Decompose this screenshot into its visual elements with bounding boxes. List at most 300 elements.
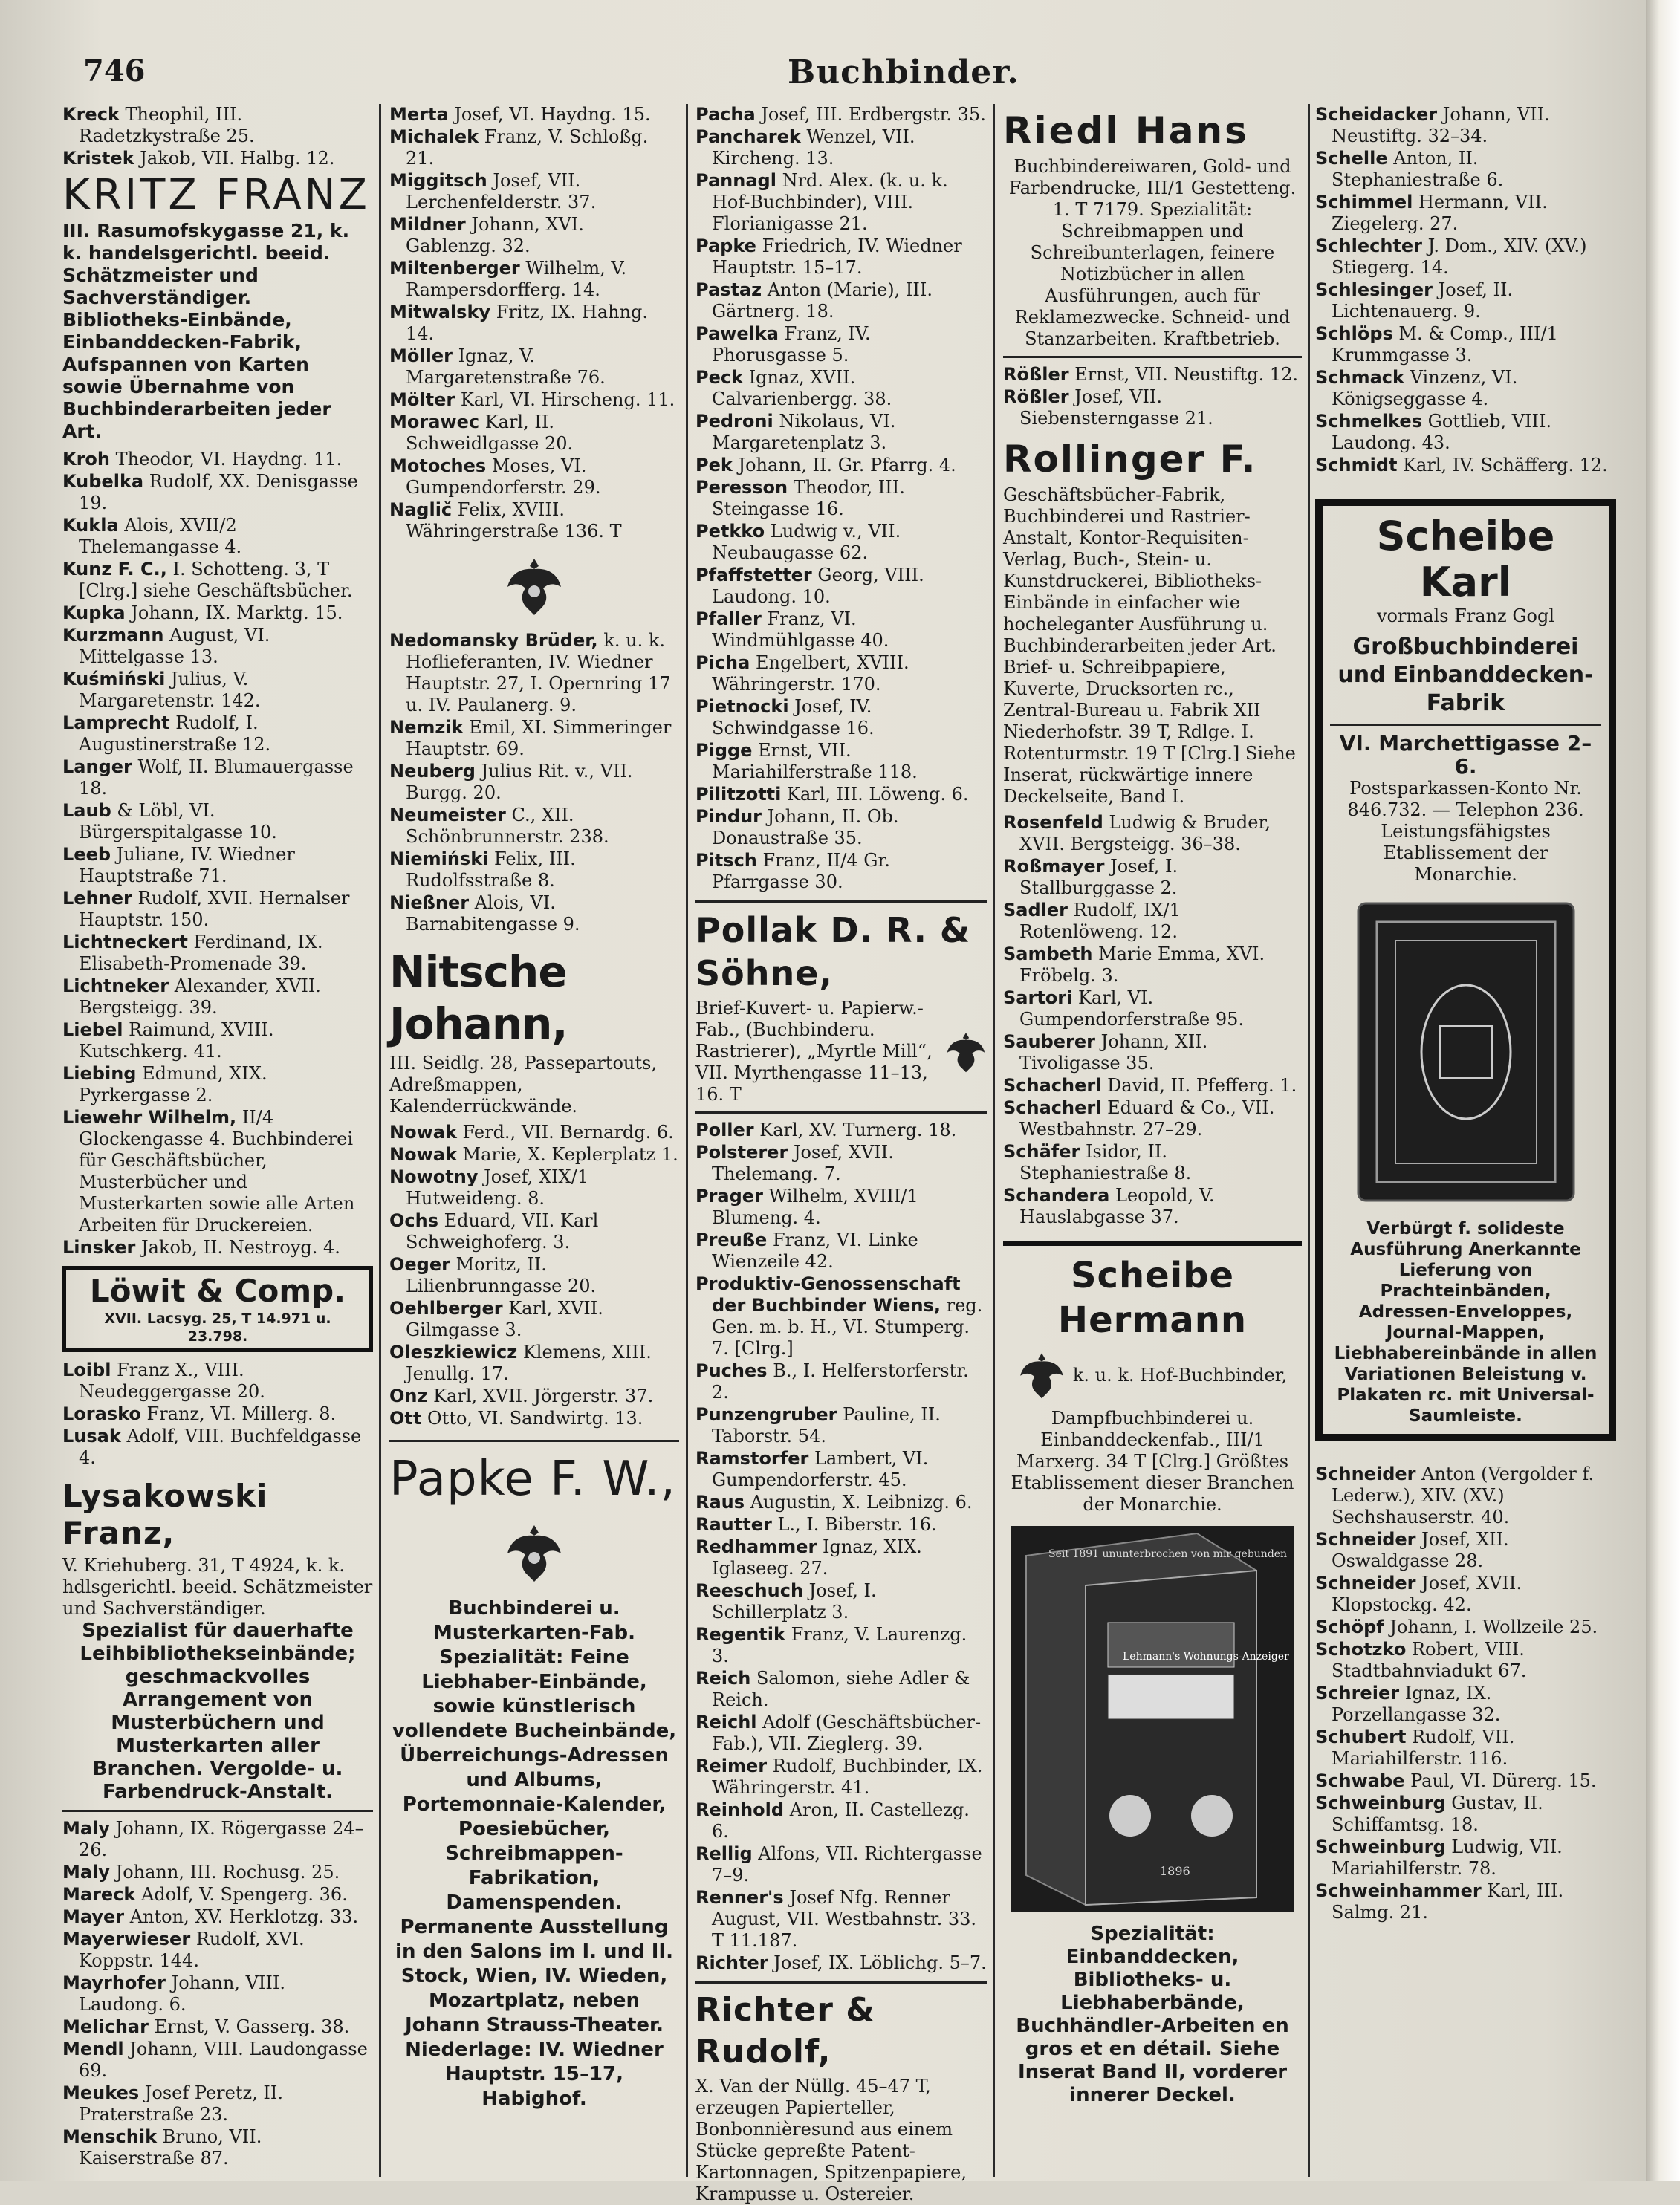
entry-address: Josef, XII. Oswaldgasse 28. (1332, 1529, 1509, 1571)
entry-address: Friedrich, IV. Wiedner Hauptstr. 15–17. (712, 236, 962, 278)
entry-address: B., I. Helferstorferstr. 2. (712, 1360, 969, 1403)
entry-list (62, 1360, 373, 1469)
directory-entry (62, 1019, 373, 1062)
directory-entry (389, 630, 679, 716)
pollak-heading: Pollak D. R. & Söhne, (695, 910, 971, 993)
directory-entry (62, 712, 373, 756)
lysakowski-heading: Lysakowski Franz, (62, 1478, 268, 1551)
entry-name: Kubelka (62, 471, 144, 492)
directory-entry (389, 1254, 679, 1297)
directory-entry (1315, 1573, 1616, 1616)
entry-address: Josef, VII. Siebensterngasse 21. (1019, 386, 1213, 429)
directory-entry (62, 669, 373, 712)
entry-address: Franz, V. Schloßg. 21. (406, 126, 649, 169)
entry-name: Peck (695, 367, 744, 388)
entry-address: Josef, XIX/1 Hutweideng. 8. (406, 1166, 588, 1209)
entry-address: Leopold, V. Hauslabgasse 37. (1019, 1185, 1215, 1227)
directory-entry (389, 1144, 679, 1166)
double-eagle-icon (1018, 1348, 1066, 1402)
entry-name: Pilitzotti (695, 784, 782, 805)
entry-address: Johann, VIII. Laudongasse 69. (79, 2039, 368, 2081)
entry-name: Laub (62, 800, 111, 821)
directory-entry (1003, 1141, 1302, 1184)
directory-entry (62, 1906, 373, 1928)
papke-heading: Papke F. W., (389, 1452, 676, 1507)
directory-entry (695, 1756, 987, 1799)
directory-entry (695, 784, 987, 805)
entry-name: Kuśmiński (62, 669, 166, 689)
richter-heading: Richter & Rudolf, (695, 1991, 875, 2071)
entry-name: Reimer (695, 1756, 768, 1776)
directory-entry (695, 740, 987, 783)
directory-entry (62, 1972, 373, 2016)
entry-address: Eduard & Co., VII. Westbahnstr. 27–29. (1019, 1097, 1275, 1140)
entry-address: Franz, VI. Windmühlgasse 40. (712, 608, 889, 651)
entry-name: Redhammer (695, 1536, 817, 1557)
entry-name: Schacherl (1003, 1097, 1102, 1118)
entry-address: Engelbert, XVIII. Währingerstr. 170. (712, 652, 909, 695)
directory-entry (1315, 236, 1616, 279)
entry-address: Franz, VI. Millerg. 8. (146, 1403, 337, 1424)
directory-entry (389, 412, 679, 455)
entry-address: Theodor, VI. Haydng. 11. (115, 449, 343, 470)
entry-address: Karl, IV. Schäfferg. 12. (1403, 455, 1608, 475)
entry-address: Ferdinand, IX. Elisabeth-Promenade 39. (79, 932, 323, 974)
directory-entry (389, 104, 679, 126)
entry-name: Schwabe (1315, 1770, 1405, 1791)
loewit-address: XVII. Lacsyg. 25, T 14.971 u. 23.798. (104, 1311, 331, 1345)
entry-name: Rellig (695, 1843, 753, 1864)
entry-address: Jakob, VII. Halbg. 12. (140, 148, 335, 169)
entry-address: Josef, II. Lichtenauerg. 9. (1332, 279, 1514, 322)
directory-entry (62, 515, 373, 558)
entry-address: Josef, XVII. Thelemang. 7. (712, 1142, 894, 1184)
entry-address: Anton, II. Stephaniestraße 6. (1332, 148, 1504, 190)
entry-name: Merta (389, 104, 449, 125)
entry-address: Lambert, VI. Gumpendorferstr. 45. (712, 1448, 929, 1490)
entry-name: Raus (695, 1492, 745, 1513)
entry-list (389, 1122, 679, 1429)
entry-name: Schandera (1003, 1185, 1110, 1206)
entry-address: Hermann, VII. Ziegelerg. 27. (1332, 192, 1548, 234)
entry-address: Josef Nfg. Renner August, VII. Westbahnstr. 33. T 11.187. (712, 1887, 977, 1951)
directory-entry (695, 279, 987, 322)
entry-address: Karl, II. Schweidlgasse 20. (406, 412, 574, 454)
entry-address: Johann, XVI. Gablenzg. 32. (406, 214, 584, 256)
directory-entry (1315, 1639, 1616, 1682)
directory-entry (62, 1884, 373, 1906)
entry-name: Miggitsch (389, 170, 487, 191)
entry-address: Salomon, siehe Adler & Reich. (712, 1668, 970, 1710)
directory-entry (62, 1426, 373, 1469)
entry-address: Eduard, VII. Karl Schweighoferg. 3. (406, 1210, 599, 1253)
entry-name: Schacherl (1003, 1075, 1102, 1096)
entry-address: Rudolf, XVII. Hernalser Hauptstr. 150. (79, 888, 350, 930)
entry-address: Ludwig, VII. Mariahilferstr. 78. (1332, 1837, 1563, 1879)
directory-entry (389, 1122, 679, 1143)
entry-name: Kurzmann (62, 625, 164, 646)
column-1 (62, 104, 373, 2177)
entry-name: Liebing (62, 1063, 137, 1084)
book-illustration-icon (1011, 1526, 1294, 1912)
entry-address: Wenzel, VII. Kircheng. 13. (712, 126, 915, 169)
column-4 (1003, 104, 1302, 2177)
directory-entry (695, 565, 987, 608)
entry-name: Pitsch (695, 850, 757, 871)
entry-name: Rautter (695, 1514, 772, 1535)
entry-address: Gustav, II. Schiffamtsg. 18. (1332, 1793, 1543, 1835)
entry-address: Adolf, V. Spengerg. 36. (141, 1884, 348, 1905)
entry-name: Morawec (389, 412, 480, 432)
column-2 (389, 104, 679, 2177)
entry-address: Ernst, VII. Neustiftg. 12. (1074, 364, 1299, 385)
entry-address: Bruno, VII. Kaiserstraße 87. (79, 2126, 262, 2169)
entry-name: Schimmel (1315, 192, 1413, 212)
directory-entry (695, 323, 987, 366)
entry-name: Neumeister (389, 805, 506, 825)
scheibe-karl-footer: Verbürgt f. solideste Ausführung Anerkannte Lieferung von Prachteinbänden, Adressen-Enveloppes, Journal-Mappen, Liebhabereinbände in allen Variationen Beleistung v. Plakaten rc. mit Universal-Saumleiste. (1334, 1219, 1598, 1426)
scheibe-karl-ad (1315, 499, 1616, 1441)
entry-address: II/4 Glockengasse 4. Buchbinderei für Geschäftsbücher, Musterbücher und Musterkarten sowie alle Arten Arbeiten für Druckereien. (79, 1107, 355, 1235)
entry-address: Karl, XVII. Jörgerstr. 37. (433, 1386, 654, 1406)
directory-entry (1315, 104, 1616, 147)
directory-entry (695, 1712, 987, 1755)
entry-name: Oeger (389, 1254, 450, 1275)
entry-name: Oehlberger (389, 1298, 503, 1319)
entry-name: Pancharek (695, 126, 801, 147)
scheibe-hermann-subtitle: k. u. k. Hof-Buchbinder, (1072, 1364, 1288, 1386)
entry-address: Augustin, X. Leibnizg. 6. (750, 1492, 973, 1513)
directory-entry (695, 104, 987, 126)
directory-entry (389, 848, 679, 892)
directory-entry (62, 756, 373, 799)
entry-list (62, 449, 373, 1259)
directory-entry (62, 1929, 373, 1972)
column-5 (1315, 104, 1616, 2177)
entry-name: Schreier (1315, 1683, 1400, 1704)
entry-name: Schneider (1315, 1573, 1416, 1594)
entry-address: Johann, III. Rochusg. 25. (115, 1862, 340, 1883)
directory-entry (1003, 856, 1302, 899)
entry-name: Pedroni (695, 411, 773, 432)
entry-name: Pietnocki (695, 696, 789, 717)
entry-address: Adolf (Geschäftsbücher-Fab.), VII. Zieglerg. 39. (712, 1712, 982, 1754)
scheibe-hermann-specialty: Spezialität: Einbanddecken, Bibliotheks- u. Liebhaberbände, Buchhändler-Arbeiten en gros et en détail. Siehe Inserat Band II, vorderer innerer Deckel. (1016, 1923, 1289, 2106)
entry-address: August, VI. Mittelgasse 13. (79, 625, 270, 667)
entry-address: Robert, VIII. Stadtbahnviadukt 67. (1332, 1639, 1527, 1681)
entry-address: Rudolf, VII. Mariahilferstr. 116. (1332, 1727, 1515, 1769)
entry-address: Josef, IV. Schwindgasse 16. (712, 696, 875, 738)
entry-name: Prager (695, 1186, 763, 1207)
pollak-body: Brief-Kuvert- u. Papierw.-Fab., (Buchbinderu. Rastrierer), „Myrtle Mill“, VII. Myrthengasse 11–13, 16. T (695, 998, 933, 1105)
entry-name: Schöpf (1315, 1617, 1384, 1637)
directory-entry (62, 2082, 373, 2126)
entry-address: M. & Comp., III/1 Krummgasse 3. (1332, 323, 1558, 366)
entry-name: Sadler (1003, 900, 1068, 920)
entry-name: Pfaffstetter (695, 565, 812, 585)
directory-entry (695, 1799, 987, 1842)
entry-address: Alexander, XVII. Bergsteigg. 39. (79, 975, 321, 1018)
directory-entry (1003, 987, 1302, 1030)
entry-address: Rudolf, XVI. Koppstr. 144. (79, 1929, 305, 1971)
riedl-heading: Riedl Hans (1003, 109, 1249, 152)
entry-address: k. u. k. Hoflieferanten, IV. Wiedner Hauptstr. 27, I. Opernring 17 u. IV. Paulanerg. 9. (406, 630, 671, 715)
entry-name: Kreck (62, 104, 120, 125)
entry-name: Papke (695, 236, 756, 256)
directory-entry (695, 696, 987, 739)
directory-entry (389, 214, 679, 257)
entry-address: Johann, II. Gr. Pfarrg. 4. (738, 455, 956, 475)
entry-address: Nrd. Alex. (k. u. k. Hof-Buchbinder), VIII. Florianigasse 21. (712, 170, 948, 234)
entry-list (1315, 1464, 1616, 1923)
entry-address: David, II. Pfefferg. 1. (1107, 1075, 1297, 1096)
entry-name: Schweinburg (1315, 1793, 1446, 1813)
loewit-heading: Löwit & Comp. (89, 1273, 346, 1309)
entry-name: Reich (695, 1668, 751, 1689)
entry-address: Ferd., VII. Bernardg. 6. (462, 1122, 674, 1143)
entry-name: Schotzko (1315, 1639, 1407, 1660)
entry-name: Polsterer (695, 1142, 788, 1163)
entry-address: Ignaz, XIX. Iglaseeg. 27. (712, 1536, 922, 1579)
entry-name: Lichtneckert (62, 932, 188, 952)
entry-address: Pauline, II. Taborstr. 54. (712, 1404, 941, 1446)
entry-name: Linsker (62, 1237, 136, 1258)
entry-address: & Löbl, VI. Bürgerspitalgasse 10. (79, 800, 277, 842)
column-rule (686, 104, 688, 2177)
directory-entry (695, 1668, 987, 1711)
entry-list (695, 104, 987, 893)
directory-entry (1315, 1529, 1616, 1572)
entry-address: Franz X., VIII. Neudeggergasse 20. (79, 1360, 265, 1402)
kritz-body: III. Rasumofskygasse 21, k. k. handelsgerichtl. beeid. Schätzmeister und Sachverständiger. Bibliotheks-Einbände, Einbanddecken-Fabrik, Aufspannen von Karten sowie Übernahme von Buchbinderarbeiten jeder Art. (62, 220, 350, 442)
directory-entry (1315, 1880, 1616, 1923)
directory-entry (695, 1843, 987, 1886)
directory-entry (695, 850, 987, 893)
entry-address: Johann, II. Ob. Donaustraße 35. (712, 806, 899, 848)
book-spine-text: Seit 1891 ununterbrochen von mir gebunden (1048, 1548, 1288, 1560)
entry-address: Anton, XV. Herklotzg. 33. (129, 1906, 359, 1927)
entry-list (389, 630, 679, 935)
entry-name: Liewehr Wilhelm, (62, 1107, 237, 1128)
pollak-ad (695, 998, 987, 1105)
nitsche-body: III. Seidlg. 28, Passepartouts, Adreßmappen, Kalenderrückwände. (389, 1053, 657, 1117)
directory-entry (62, 1237, 373, 1259)
directory-entry (695, 1536, 987, 1579)
entry-address: Johann, IX. Marktg. 15. (131, 603, 343, 623)
directory-entry (695, 608, 987, 652)
entry-name: Menschik (62, 2126, 158, 2147)
entry-address: Franz, II/4 Gr. Pfarrgasse 30. (712, 850, 890, 892)
directory-entry (62, 148, 373, 169)
entry-address: C., XII. Schönbrunnerstr. 238. (406, 805, 609, 847)
directory-entry (1315, 1727, 1616, 1770)
entry-name: Reinhold (695, 1799, 785, 1820)
directory-entry (695, 170, 987, 235)
directory-entry (62, 2016, 373, 2038)
directory-entry (695, 1887, 987, 1952)
directory-entry (1315, 1464, 1616, 1528)
directory-entry (695, 806, 987, 849)
entry-address: Franz, IV. Phorusgasse 5. (712, 323, 871, 366)
entry-list (1315, 104, 1616, 476)
entry-address: I. Schotteng. 3, T [Clrg.] siehe Geschäftsbücher. (79, 559, 353, 601)
entry-name: Melichar (62, 2016, 149, 2037)
entry-address: Wolf, II. Blumauergasse 18. (79, 756, 354, 799)
directory-entry (1315, 1683, 1616, 1726)
directory-entry (695, 455, 987, 476)
entry-address: Ernst, V. Gasserg. 38. (154, 2016, 350, 2037)
directory-entry (389, 805, 679, 848)
directory-entry (1315, 192, 1616, 235)
entry-name: Rößler (1003, 386, 1069, 407)
entry-name: Picha (695, 652, 750, 673)
directory-entry (389, 1408, 679, 1429)
entry-name: Kristek (62, 148, 134, 169)
directory-entry (695, 652, 987, 695)
entry-name: Nowotny (389, 1166, 479, 1187)
rollinger-body: Geschäftsbücher-Fabrik, Buchbinderei und Rastrier-Anstalt, Kontor-Requisiten-Verlag, Buch-, Stein- u. Kunstdruckerei, Bibliotheks-Einbände in einfacher wie hocheleganter Ausführung u. Buchbinderarbeiten jeder Art. Brief- u. Schreibpapiere, Kuverte, Drucksorten rc., Zentral-Bureau u. Fabrik XII Niederhofstr. 39 T, Rdlge. I. Rotenturmstr. 19 T [Clrg.] Siehe Inserat, rückwärtige innere Deckelseite, Band I. (1003, 484, 1296, 807)
entry-name: Pastaz (695, 279, 762, 300)
entry-name: Schmidt (1315, 455, 1398, 475)
page-number: 746 (83, 53, 146, 88)
entry-name: Regentik (695, 1624, 785, 1645)
directory-entry (62, 2126, 373, 2169)
entry-address: Juliane, IV. Wiedner Hauptstraße 71. (79, 844, 295, 886)
divider (62, 1810, 373, 1812)
entry-name: Motoches (389, 455, 487, 476)
rollinger-heading: Rollinger F. (1003, 438, 1257, 481)
directory-entry (389, 302, 679, 345)
entry-address: Josef, VI. Haydng. 15. (454, 104, 651, 125)
riedl-body: Buchbindereiwaren, Gold- und Farbendrucke, III/1 Gestetteng. 1. T 7179. Spezialität: Schreibmappen und Schreibunterlagen, feinere Notizbücher in allen Ausführungen, auch für Reklamezwecke. Schneid- und Stanzarbeiten. Kraftbetrieb. (1008, 156, 1297, 349)
entry-address: Karl, III. Salmg. 21. (1332, 1880, 1564, 1923)
nitsche-heading: Nitsche Johann, (389, 946, 568, 1049)
entry-address: Franz, V. Laurenzg. 3. (712, 1624, 967, 1666)
entry-list (695, 1120, 987, 1974)
entry-name: Schäfer (1003, 1141, 1080, 1162)
directory-entry (695, 1404, 987, 1447)
entry-address: Karl, XVII. Gilmgasse 3. (406, 1298, 603, 1340)
entry-name: Pek (695, 455, 733, 475)
entry-name: Sauberer (1003, 1031, 1095, 1052)
entry-name: Rosenfeld (1003, 812, 1103, 833)
scheibe-karl-konto: Postsparkassen-Konto Nr. 846.732. — Telephon 236. Leistungsfähigstes Etablissement der Monarchie. (1347, 778, 1584, 885)
entry-name: Lorasko (62, 1403, 141, 1424)
entry-address: J. Dom., XIV. (XV.) Stiegerg. 14. (1332, 236, 1587, 278)
directory-entry (695, 1514, 987, 1536)
entry-name: Michalek (389, 126, 479, 147)
directory-entry (389, 126, 679, 169)
entry-address: Josef, VII. Lerchenfelderstr. 37. (406, 170, 597, 212)
loewit-ad (62, 1266, 373, 1352)
directory-entry (1003, 944, 1302, 987)
entry-address: Ludwig v., VII. Neubaugasse 62. (712, 521, 901, 563)
directory-entry (1315, 367, 1616, 410)
lysakowski-specialty: Spezialist für dauerhafte Leihbibliothekseinbände; geschmackvolles Arrangement von Musterbüchern und Musterkarten aller Branchen. Vergolde- u. Farbendruck-Anstalt. (80, 1620, 356, 1803)
entry-name: Reichl (695, 1712, 757, 1732)
entry-address: Anton (Vergolder f. Lederw.), XIV. (XV.) Sechshauserstr. 40. (1332, 1464, 1595, 1527)
entry-name: Ott (389, 1408, 422, 1429)
directory-entry (389, 892, 679, 935)
entry-list (1003, 812, 1302, 1228)
entry-address: Josef Peretz, II. Praterstraße 23. (79, 2082, 283, 2125)
entry-address: Moritz, II. Lilienbrunngasse 20. (406, 1254, 597, 1296)
entry-name: Mayerwieser (62, 1929, 191, 1949)
directory-entry (62, 1862, 373, 1883)
entry-address: Rudolf, IX/1 Rotenlöweng. 12. (1019, 900, 1181, 942)
directory-entry (62, 559, 373, 602)
entry-address: Felix, III. Rudolfsstraße 8. (406, 848, 576, 891)
entry-name: Mitwalsky (389, 302, 491, 322)
entry-name: Schubert (1315, 1727, 1407, 1747)
column-rule (1308, 104, 1310, 2177)
directory-entry (1315, 411, 1616, 454)
entry-address: Adolf, VIII. Buchfeldgasse 4. (79, 1426, 362, 1468)
entry-name: Produktiv-Genossenschaft der Buchbinder Wiens, (695, 1273, 961, 1316)
entry-name: Mayer (62, 1906, 125, 1927)
entry-address: Alois, XVII/2 Thelemangasse 4. (79, 515, 242, 557)
directory-entry (62, 1360, 373, 1403)
entry-name: Richter (695, 1952, 768, 1973)
entry-name: Lichtneker (62, 975, 169, 996)
entry-name: Pindur (695, 806, 762, 827)
directory-entry (62, 104, 373, 147)
entry-address: Raimund, XVIII. Kutschkerg. 41. (79, 1019, 274, 1062)
kritz-heading: KRITZ FRANZ (62, 171, 370, 219)
entry-address: Marie, X. Keplerplatz 1. (462, 1144, 678, 1165)
entry-name: Niemiński (389, 848, 489, 869)
directory-entry (1315, 1770, 1616, 1792)
richter-body: X. Van der Nüllg. 45–47 T, erzeugen Papierteller, Bonbonnièresund aus einem Stücke gepreßte Patent-Kartonnagen, Spitzenpapiere, Krampusse u. Ostereier. (695, 2076, 967, 2204)
entry-name: Nowak (389, 1144, 457, 1165)
entry-address: Edmund, XIX. Pyrkergasse 2. (79, 1063, 267, 1105)
entry-name: Liebel (62, 1019, 123, 1040)
directory-entry (1315, 279, 1616, 322)
entry-name: Ramstorfer (695, 1448, 809, 1469)
divider (695, 1111, 987, 1114)
double-eagle-icon (505, 553, 564, 620)
entry-name: Möller (389, 345, 453, 366)
directory-entry (1003, 900, 1302, 943)
entry-list (1003, 364, 1302, 429)
directory-entry (389, 455, 679, 499)
entry-address: Nikolaus, VI. Margaretenplatz 3. (712, 411, 896, 453)
entry-address: Aron, II. Castellezg. 6. (712, 1799, 970, 1842)
directory-entry (1315, 455, 1616, 476)
entry-name: Langer (62, 756, 132, 777)
entry-name: Mildner (389, 214, 466, 235)
directory-entry (695, 1142, 987, 1185)
entry-name: Schlöps (1315, 323, 1393, 344)
entry-address: Josef, XVII. Klopstockg. 42. (1332, 1573, 1522, 1615)
entry-name: Kroh (62, 449, 111, 470)
column-rule (379, 104, 381, 2177)
entry-name: Schelle (1315, 148, 1388, 169)
directory-entry (62, 932, 373, 975)
entry-address: Johann, IX. Rögergasse 24–26. (79, 1818, 364, 1860)
entry-name: Kunz F. C., (62, 559, 167, 579)
directory-entry (389, 717, 679, 760)
entry-address: Jakob, II. Nestroyg. 4. (140, 1237, 340, 1258)
entry-address: Felix, XVIII. Währingerstraße 136. T (406, 499, 622, 542)
entry-name: Oleszkiewicz (389, 1342, 518, 1363)
directory-entry (62, 975, 373, 1019)
book-illustration-icon (1343, 896, 1589, 1208)
page-edge (1646, 0, 1680, 2181)
double-eagle-icon (945, 1028, 987, 1076)
entry-address: Ignaz, V. Margaretenstraße 76. (406, 345, 606, 388)
entry-name: Schweinhammer (1315, 1880, 1482, 1901)
